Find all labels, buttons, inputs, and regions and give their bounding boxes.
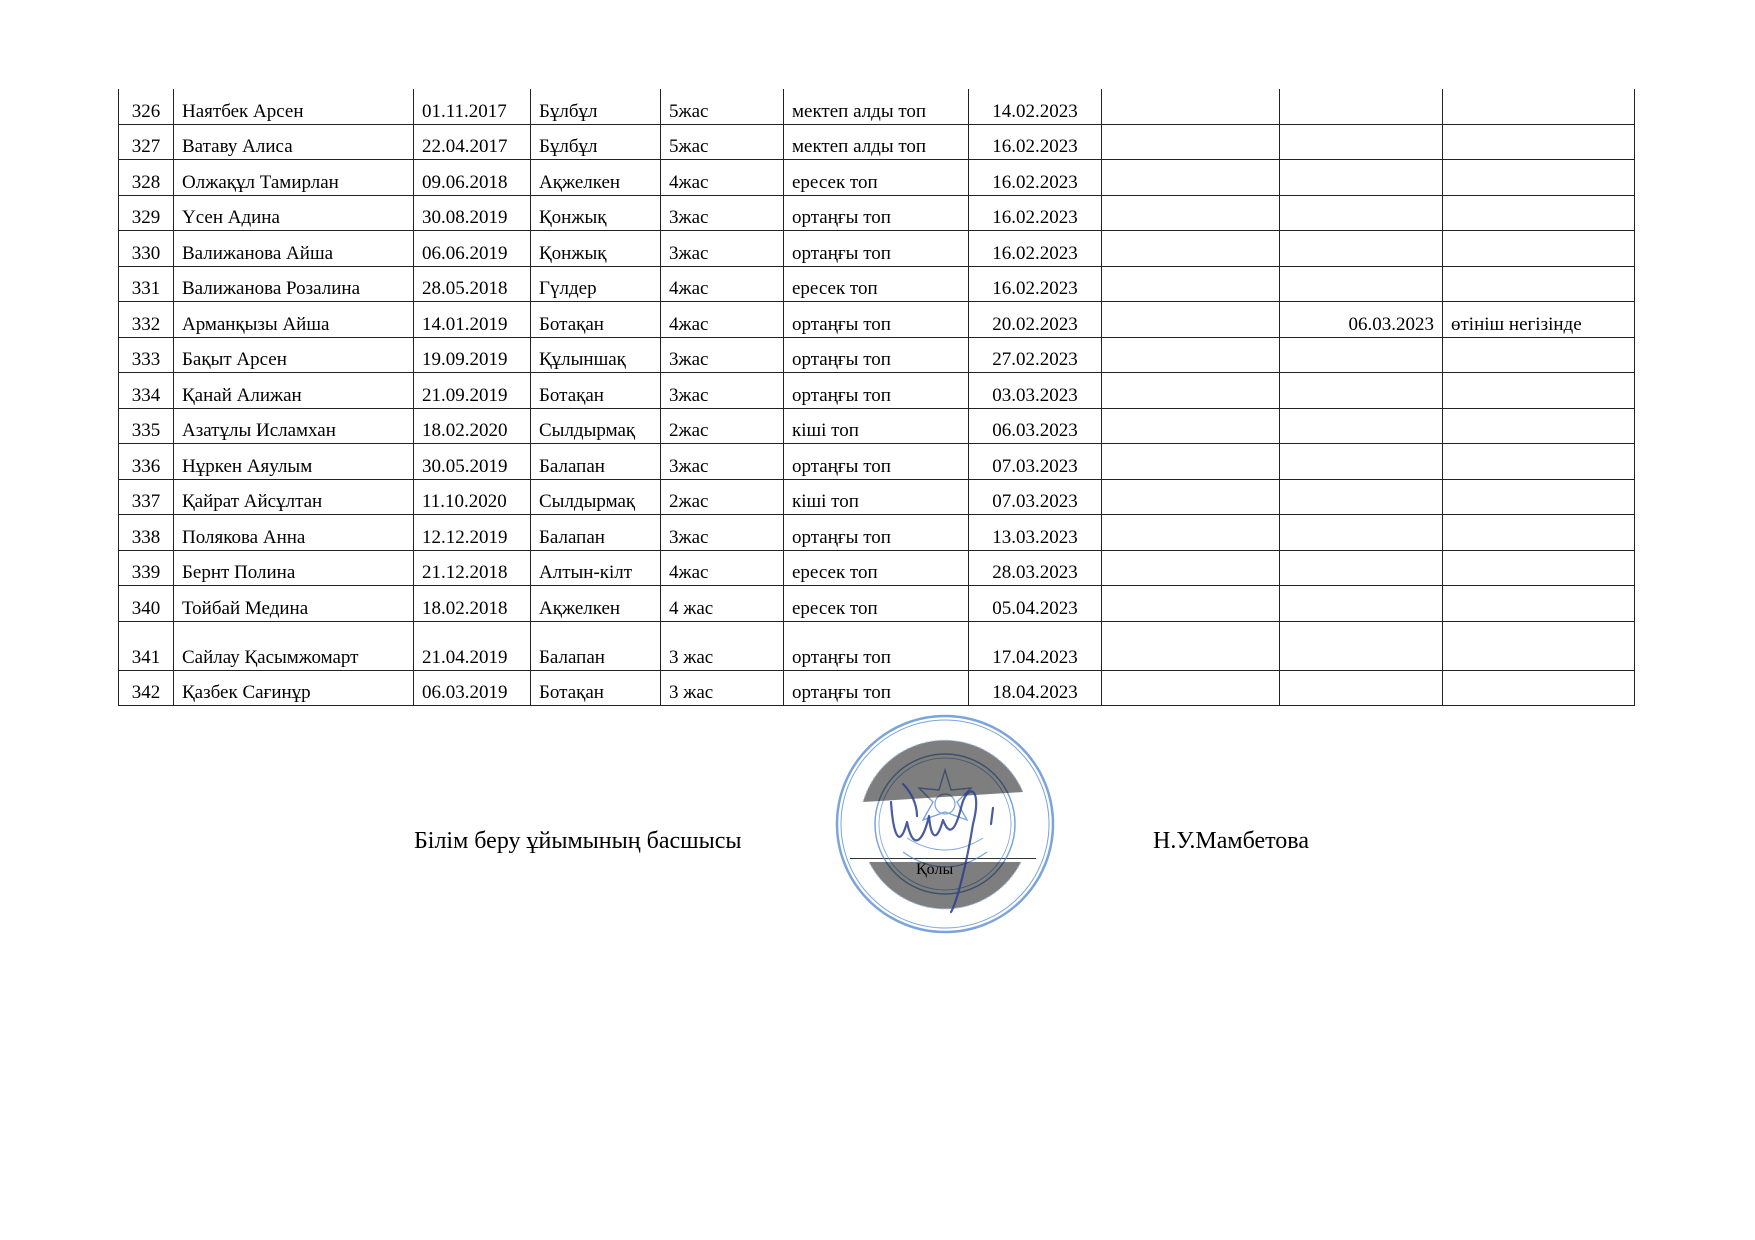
official-stamp-icon bbox=[833, 712, 1057, 936]
admission-date: 16.02.2023 bbox=[969, 160, 1102, 196]
group-level: ересек топ bbox=[784, 266, 969, 302]
birth-date: 09.06.2018 bbox=[414, 160, 531, 196]
age: 2жас bbox=[661, 408, 784, 444]
row-number: 342 bbox=[119, 670, 174, 706]
age: 2жас bbox=[661, 479, 784, 515]
register-table bbox=[118, 89, 1635, 706]
birth-date: 30.05.2019 bbox=[414, 444, 531, 480]
head-title: Білім беру ұйымының басшысы bbox=[414, 828, 742, 854]
row-number: 340 bbox=[119, 586, 174, 622]
child-name: Үсен Адина bbox=[174, 195, 414, 231]
admission-date: 17.04.2023 bbox=[969, 621, 1102, 670]
age: 5жас bbox=[661, 124, 784, 160]
admission-date: 16.02.2023 bbox=[969, 195, 1102, 231]
group-name: Алтын-кілт bbox=[531, 550, 661, 586]
admission-date: 14.02.2023 bbox=[969, 89, 1102, 124]
departure-date bbox=[1280, 479, 1443, 515]
group-name: Құлыншақ bbox=[531, 337, 661, 373]
admission-date: 27.02.2023 bbox=[969, 337, 1102, 373]
empty-cell bbox=[1102, 373, 1280, 409]
age: 3жас bbox=[661, 337, 784, 373]
group-level: ортаңғы топ bbox=[784, 231, 969, 267]
departure-reason bbox=[1443, 444, 1635, 480]
birth-date: 14.01.2019 bbox=[414, 302, 531, 338]
table-row bbox=[119, 550, 1635, 586]
departure-reason bbox=[1443, 550, 1635, 586]
birth-date: 19.09.2019 bbox=[414, 337, 531, 373]
row-number: 341 bbox=[119, 621, 174, 670]
departure-date bbox=[1280, 515, 1443, 551]
admission-date: 03.03.2023 bbox=[969, 373, 1102, 409]
age: 4 жас bbox=[661, 586, 784, 622]
child-name: Полякова Анна bbox=[174, 515, 414, 551]
child-name: Қазбек Сағинұр bbox=[174, 670, 414, 706]
row-number: 336 bbox=[119, 444, 174, 480]
row-number: 334 bbox=[119, 373, 174, 409]
empty-cell bbox=[1102, 337, 1280, 373]
group-level: ересек топ bbox=[784, 550, 969, 586]
child-name: Наятбек Арсен bbox=[174, 89, 414, 124]
group-name: Қонжық bbox=[531, 195, 661, 231]
departure-reason bbox=[1443, 479, 1635, 515]
admission-date: 28.03.2023 bbox=[969, 550, 1102, 586]
group-name: Сылдырмақ bbox=[531, 408, 661, 444]
departure-date bbox=[1280, 550, 1443, 586]
group-name: Балапан bbox=[531, 621, 661, 670]
admission-date: 16.02.2023 bbox=[969, 266, 1102, 302]
table-row bbox=[119, 586, 1635, 622]
empty-cell bbox=[1102, 160, 1280, 196]
admission-date: 07.03.2023 bbox=[969, 479, 1102, 515]
age: 3жас bbox=[661, 515, 784, 551]
table-row bbox=[119, 670, 1635, 706]
child-name: Ватаву Алиса bbox=[174, 124, 414, 160]
group-name: Қонжық bbox=[531, 231, 661, 267]
group-level: мектеп алды топ bbox=[784, 124, 969, 160]
departure-reason bbox=[1443, 195, 1635, 231]
table-row bbox=[119, 621, 1635, 670]
group-name: Бұлбұл bbox=[531, 124, 661, 160]
departure-reason bbox=[1443, 408, 1635, 444]
group-level: кіші топ bbox=[784, 479, 969, 515]
row-number: 328 bbox=[119, 160, 174, 196]
admission-date: 05.04.2023 bbox=[969, 586, 1102, 622]
row-number: 331 bbox=[119, 266, 174, 302]
age: 3 жас bbox=[661, 670, 784, 706]
birth-date: 21.12.2018 bbox=[414, 550, 531, 586]
group-level: ортаңғы топ bbox=[784, 373, 969, 409]
empty-cell bbox=[1102, 195, 1280, 231]
row-number: 327 bbox=[119, 124, 174, 160]
departure-date bbox=[1280, 586, 1443, 622]
child-name: Валижанова Розалина bbox=[174, 266, 414, 302]
group-name: Ақжелкен bbox=[531, 586, 661, 622]
group-name: Ботақан bbox=[531, 373, 661, 409]
departure-date bbox=[1280, 160, 1443, 196]
admission-date: 13.03.2023 bbox=[969, 515, 1102, 551]
child-name: Қайрат Айсұлтан bbox=[174, 479, 414, 515]
birth-date: 12.12.2019 bbox=[414, 515, 531, 551]
empty-cell bbox=[1102, 266, 1280, 302]
departure-reason: өтініш негізінде bbox=[1443, 302, 1635, 338]
child-name: Бақыт Арсен bbox=[174, 337, 414, 373]
age: 3жас bbox=[661, 373, 784, 409]
age: 4жас bbox=[661, 266, 784, 302]
table-row bbox=[119, 124, 1635, 160]
child-name: Валижанова Айша bbox=[174, 231, 414, 267]
birth-date: 18.02.2020 bbox=[414, 408, 531, 444]
empty-cell bbox=[1102, 550, 1280, 586]
admission-date: 16.02.2023 bbox=[969, 231, 1102, 267]
table-row bbox=[119, 337, 1635, 373]
departure-reason bbox=[1443, 231, 1635, 267]
child-name: Олжақұл Тамирлан bbox=[174, 160, 414, 196]
table-row bbox=[119, 373, 1635, 409]
group-name: Сылдырмақ bbox=[531, 479, 661, 515]
departure-reason bbox=[1443, 124, 1635, 160]
group-level: ортаңғы топ bbox=[784, 670, 969, 706]
row-number: 333 bbox=[119, 337, 174, 373]
departure-date bbox=[1280, 124, 1443, 160]
departure-date bbox=[1280, 231, 1443, 267]
admission-date: 18.04.2023 bbox=[969, 670, 1102, 706]
empty-cell bbox=[1102, 302, 1280, 338]
age: 4жас bbox=[661, 302, 784, 338]
child-name: Сайлау Қасымжомарт bbox=[174, 621, 414, 670]
row-number: 338 bbox=[119, 515, 174, 551]
child-name: Арманқызы Айша bbox=[174, 302, 414, 338]
empty-cell bbox=[1102, 515, 1280, 551]
departure-date bbox=[1280, 195, 1443, 231]
age: 5жас bbox=[661, 89, 784, 124]
departure-reason bbox=[1443, 586, 1635, 622]
empty-cell bbox=[1102, 89, 1280, 124]
birth-date: 01.11.2017 bbox=[414, 89, 531, 124]
departure-date bbox=[1280, 337, 1443, 373]
empty-cell bbox=[1102, 124, 1280, 160]
departure-date bbox=[1280, 670, 1443, 706]
table-row bbox=[119, 160, 1635, 196]
admission-date: 20.02.2023 bbox=[969, 302, 1102, 338]
table-row bbox=[119, 195, 1635, 231]
table-row bbox=[119, 444, 1635, 480]
group-name: Балапан bbox=[531, 515, 661, 551]
group-level: ересек топ bbox=[784, 586, 969, 622]
child-name: Бернт Полина bbox=[174, 550, 414, 586]
departure-reason bbox=[1443, 266, 1635, 302]
birth-date: 28.05.2018 bbox=[414, 266, 531, 302]
empty-cell bbox=[1102, 670, 1280, 706]
group-level: ортаңғы топ bbox=[784, 302, 969, 338]
table-row bbox=[119, 408, 1635, 444]
departure-reason bbox=[1443, 373, 1635, 409]
birth-date: 06.03.2019 bbox=[414, 670, 531, 706]
group-level: ортаңғы топ bbox=[784, 195, 969, 231]
child-name: Тойбай Медина bbox=[174, 586, 414, 622]
empty-cell bbox=[1102, 231, 1280, 267]
departure-reason bbox=[1443, 160, 1635, 196]
group-level: ортаңғы топ bbox=[784, 444, 969, 480]
birth-date: 22.04.2017 bbox=[414, 124, 531, 160]
row-number: 326 bbox=[119, 89, 174, 124]
group-name: Бұлбұл bbox=[531, 89, 661, 124]
empty-cell bbox=[1102, 586, 1280, 622]
group-level: ортаңғы топ bbox=[784, 515, 969, 551]
birth-date: 06.06.2019 bbox=[414, 231, 531, 267]
row-number: 330 bbox=[119, 231, 174, 267]
group-name: Ботақан bbox=[531, 302, 661, 338]
table-row bbox=[119, 231, 1635, 267]
group-name: Балапан bbox=[531, 444, 661, 480]
row-number: 335 bbox=[119, 408, 174, 444]
departure-date bbox=[1280, 408, 1443, 444]
age: 3жас bbox=[661, 195, 784, 231]
departure-date bbox=[1280, 373, 1443, 409]
departure-reason bbox=[1443, 515, 1635, 551]
age: 3 жас bbox=[661, 621, 784, 670]
age: 4жас bbox=[661, 160, 784, 196]
departure-date bbox=[1280, 621, 1443, 670]
row-number: 332 bbox=[119, 302, 174, 338]
row-number: 329 bbox=[119, 195, 174, 231]
birth-date: 21.09.2019 bbox=[414, 373, 531, 409]
birth-date: 30.08.2019 bbox=[414, 195, 531, 231]
group-level: ортаңғы топ bbox=[784, 337, 969, 373]
admission-date: 07.03.2023 bbox=[969, 444, 1102, 480]
child-name: Нұркен Аяулым bbox=[174, 444, 414, 480]
departure-date bbox=[1280, 444, 1443, 480]
departure-reason bbox=[1443, 670, 1635, 706]
table-row bbox=[119, 479, 1635, 515]
departure-date bbox=[1280, 266, 1443, 302]
group-name: Ботақан bbox=[531, 670, 661, 706]
table-row bbox=[119, 266, 1635, 302]
age: 3жас bbox=[661, 444, 784, 480]
admission-date: 06.03.2023 bbox=[969, 408, 1102, 444]
group-level: ересек топ bbox=[784, 160, 969, 196]
birth-date: 18.02.2018 bbox=[414, 586, 531, 622]
child-name: Қанай Алижан bbox=[174, 373, 414, 409]
empty-cell bbox=[1102, 444, 1280, 480]
departure-reason bbox=[1443, 89, 1635, 124]
table-row bbox=[119, 515, 1635, 551]
birth-date: 21.04.2019 bbox=[414, 621, 531, 670]
table-row bbox=[119, 302, 1635, 338]
row-number: 337 bbox=[119, 479, 174, 515]
empty-cell bbox=[1102, 479, 1280, 515]
group-level: мектеп алды топ bbox=[784, 89, 969, 124]
birth-date: 11.10.2020 bbox=[414, 479, 531, 515]
age: 4жас bbox=[661, 550, 784, 586]
register-rows bbox=[119, 89, 1635, 706]
age: 3жас bbox=[661, 231, 784, 267]
group-level: ортаңғы топ bbox=[784, 621, 969, 670]
group-name: Ақжелкен bbox=[531, 160, 661, 196]
departure-reason bbox=[1443, 337, 1635, 373]
head-name: Н.У.Мамбетова bbox=[1153, 828, 1309, 854]
departure-date: 06.03.2023 bbox=[1280, 302, 1443, 338]
table-row bbox=[119, 89, 1635, 124]
group-level: кіші топ bbox=[784, 408, 969, 444]
empty-cell bbox=[1102, 408, 1280, 444]
departure-reason bbox=[1443, 621, 1635, 670]
row-number: 339 bbox=[119, 550, 174, 586]
admission-date: 16.02.2023 bbox=[969, 124, 1102, 160]
empty-cell bbox=[1102, 621, 1280, 670]
departure-date bbox=[1280, 89, 1443, 124]
group-name: Гүлдер bbox=[531, 266, 661, 302]
child-name: Азатұлы Исламхан bbox=[174, 408, 414, 444]
